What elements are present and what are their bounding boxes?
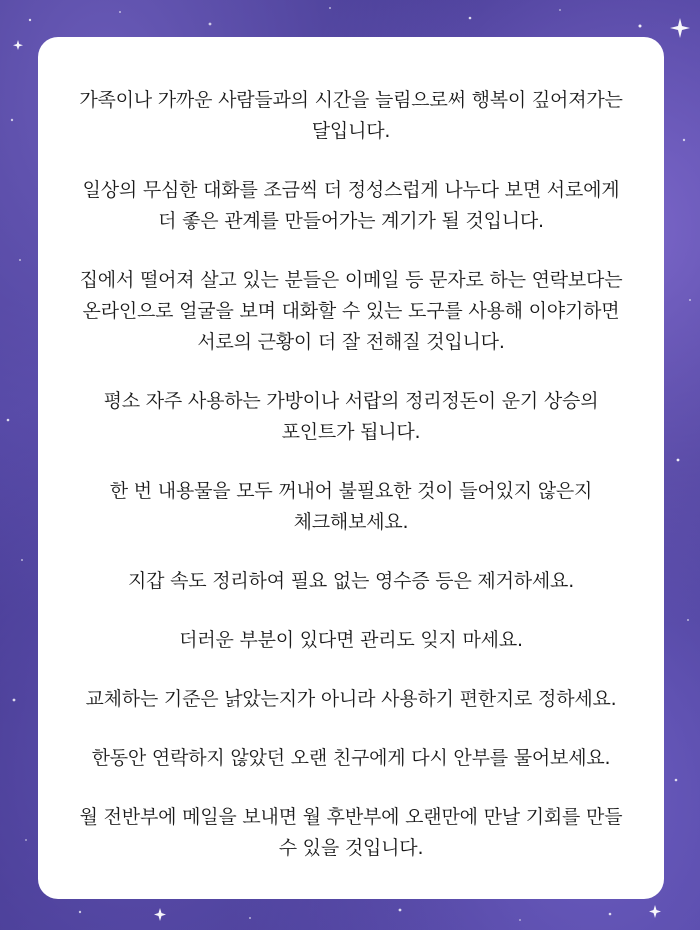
paragraph bbox=[56, 743, 646, 774]
paragraph bbox=[56, 265, 646, 358]
paragraph bbox=[56, 386, 646, 448]
text-line: 더러운 부분이 있다면 관리도 잊지 마세요. bbox=[179, 629, 523, 651]
paragraph bbox=[56, 85, 646, 147]
text-line: 더 좋은 관계를 만들어가는 계기가 될 것입니다. bbox=[158, 210, 544, 232]
paragraph bbox=[56, 625, 646, 656]
text-line: 서로의 근황이 더 잘 전해질 것입니다. bbox=[197, 331, 505, 353]
text-line: 교체하는 기준은 낡았는지가 아니라 사용하기 편한지로 정하세요. bbox=[85, 688, 617, 710]
text-line: 일상의 무심한 대화를 조금씩 더 정성스럽게 나누다 보면 서로에게 bbox=[82, 179, 620, 201]
paragraph bbox=[56, 802, 646, 864]
text-line: 한동안 연락하지 않았던 오랜 친구에게 다시 안부를 물어보세요. bbox=[91, 747, 611, 769]
text-line: 월 전반부에 메일을 보내면 월 후반부에 오랜만에 만날 기회를 만들 bbox=[79, 806, 623, 828]
fortune-text bbox=[38, 85, 664, 892]
text-line: 포인트가 됩니다. bbox=[281, 421, 421, 443]
text-line: 가족이나 가까운 사람들과의 시간을 늘림으로써 행복이 깊어져가는 bbox=[79, 89, 623, 111]
message-card bbox=[38, 37, 664, 899]
text-line: 한 번 내용물을 모두 꺼내어 불필요한 것이 들어있지 않은지 bbox=[109, 480, 593, 502]
text-line: 집에서 떨어져 살고 있는 분들은 이메일 등 문자로 하는 연락보다는 bbox=[79, 269, 623, 291]
text-line: 지갑 속도 정리하여 필요 없는 영수증 등은 제거하세요. bbox=[127, 570, 575, 592]
text-line: 수 있을 것입니다. bbox=[278, 837, 424, 859]
text-line: 체크해보세요. bbox=[293, 511, 409, 533]
text-line: 평소 자주 사용하는 가방이나 서랍의 정리정돈이 운기 상승의 bbox=[103, 390, 599, 412]
text-line: 온라인으로 얼굴을 보며 대화할 수 있는 도구를 사용해 이야기하면 bbox=[82, 300, 620, 322]
paragraph bbox=[56, 175, 646, 237]
text-line: 달입니다. bbox=[311, 120, 391, 142]
paragraph bbox=[56, 566, 646, 597]
paragraph bbox=[56, 684, 646, 715]
paragraph bbox=[56, 476, 646, 538]
